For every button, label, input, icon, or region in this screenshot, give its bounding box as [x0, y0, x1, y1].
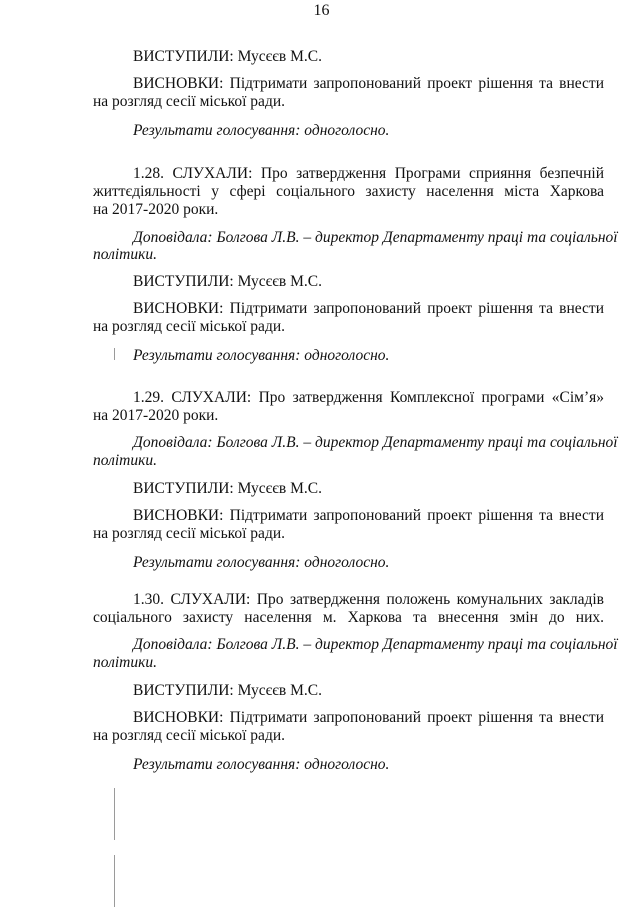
conclusions-line-cont: на розгляд сесії міської ради.: [93, 93, 285, 110]
item-1-28-speaker-cont: політики.: [93, 246, 157, 263]
item-1-30-conclusions: ВИСНОВКИ: Підтримати запропонований проект рішення та внести: [133, 709, 604, 726]
item-1-30-speaker-cont: політики.: [93, 654, 157, 671]
item-1-30-voting-result: Результати голосування: одноголосно.: [133, 756, 390, 773]
item-1-30-heard-cont: соціального захисту населення м. Харкова та внесення змін до них.: [93, 609, 604, 626]
spoke-line: ВИСТУПИЛИ: Мусєєв М.С.: [133, 48, 322, 65]
scan-mark: [114, 788, 115, 840]
item-1-28-heard: 1.28. СЛУХАЛИ: Про затвердження Програми сприяння безпечній: [133, 165, 604, 182]
item-1-29-voting-result: Результати голосування: одноголосно.: [133, 554, 390, 571]
scan-mark: [114, 855, 115, 907]
item-1-29-conclusions: ВИСНОВКИ: Підтримати запропонований проект рішення та внести: [133, 507, 604, 524]
item-1-30-spoke: ВИСТУПИЛИ: Мусєєв М.С.: [133, 682, 322, 699]
item-1-28-conclusions-cont: на розгляд сесії міської ради.: [93, 318, 285, 335]
item-1-29-spoke: ВИСТУПИЛИ: Мусєєв М.С.: [133, 480, 322, 497]
voting-result: Результати голосування: одноголосно.: [133, 122, 390, 139]
conclusions-line: ВИСНОВКИ: Підтримати запропонований проект рішення та внести: [133, 75, 604, 92]
item-1-30-conclusions-cont: на розгляд сесії міської ради.: [93, 727, 285, 744]
item-1-29-conclusions-cont: на розгляд сесії міської ради.: [93, 525, 285, 542]
item-1-29-heard-cont: на 2017-2020 роки.: [93, 407, 219, 424]
item-1-29-speaker-cont: політики.: [93, 452, 157, 469]
page-number: 16: [313, 2, 330, 19]
item-1-28-voting-result: Результати голосування: одноголосно.: [133, 347, 390, 364]
item-1-29-heard: 1.29. СЛУХАЛИ: Про затвердження Комплексної програми «Сім’я»: [133, 389, 604, 406]
item-1-28-speaker: Доповідала: Болгова Л.В. – директор Департаменту праці та соціальної: [133, 229, 618, 246]
item-1-28-heard-cont: життєдіяльності у сфері соціального захисту населення міста Харкова: [93, 183, 604, 200]
item-1-28-spoke: ВИСТУПИЛИ: Мусєєв М.С.: [133, 273, 322, 290]
item-1-28-conclusions: ВИСНОВКИ: Підтримати запропонований проект рішення та внести: [133, 300, 604, 317]
item-1-30-speaker: Доповідала: Болгова Л.В. – директор Департаменту праці та соціальної: [133, 636, 618, 653]
scan-mark: [114, 348, 115, 360]
item-1-29-speaker: Доповідала: Болгова Л.В. – директор Департаменту праці та соціальної: [133, 434, 618, 451]
item-1-30-heard: 1.30. СЛУХАЛИ: Про затвердження положень комунальних закладів: [133, 591, 604, 608]
item-1-28-heard-cont: на 2017-2020 роки.: [93, 201, 219, 218]
